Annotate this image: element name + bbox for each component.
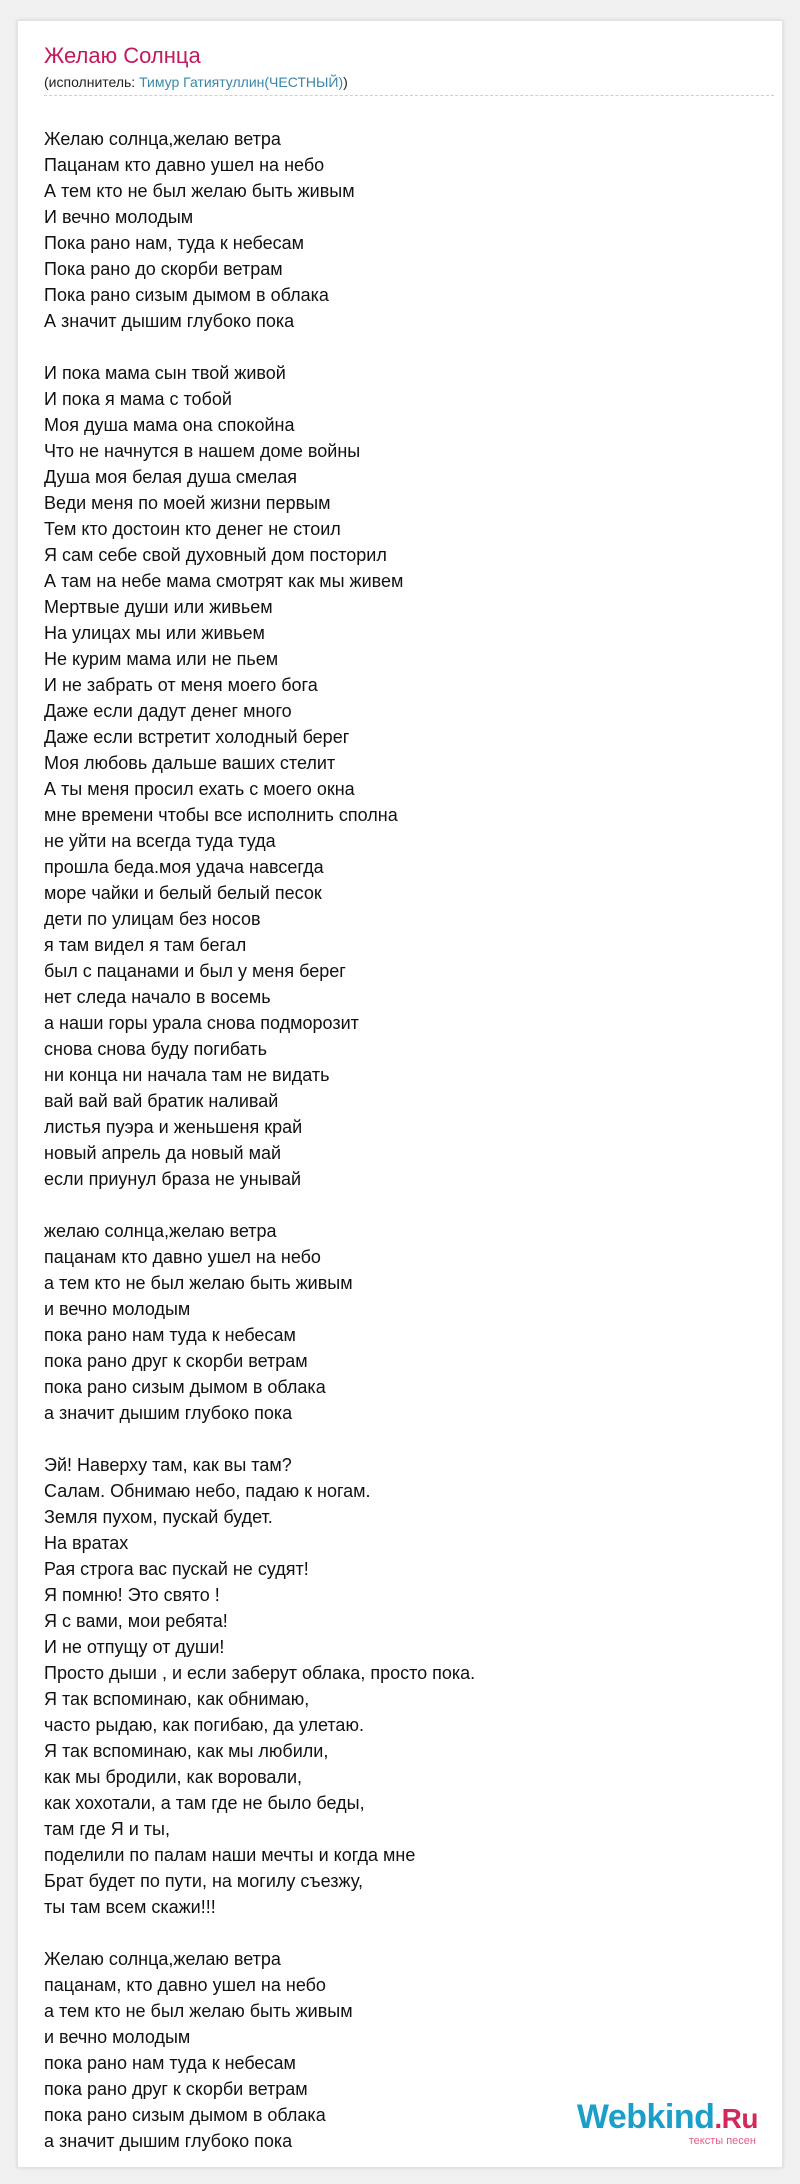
lyric-line: снова снова буду погибать xyxy=(44,1039,267,1059)
lyric-line: новый апрель да новый май xyxy=(44,1143,282,1163)
lyric-line: как мы бродили, как воровали, xyxy=(44,1767,303,1787)
lyric-line: А там на небе мама смотрят как мы живем xyxy=(44,571,404,591)
lyric-line: Пацанам кто давно ушел на небо xyxy=(44,155,325,175)
lyric-line: Желаю солнца,желаю ветра xyxy=(44,129,281,149)
lyric-line: Земля пухом, пускай будет. xyxy=(44,1507,273,1527)
lyric-line: А ты меня просил ехать с моего окна xyxy=(44,779,355,799)
lyric-line: желаю солнца,желаю ветра xyxy=(44,1221,277,1241)
lyric-line: Пока рано нам, туда к небесам xyxy=(44,233,305,253)
lyric-line: Душа моя белая душа смелая xyxy=(44,467,297,487)
lyric-line: там где Я и ты, xyxy=(44,1819,170,1839)
lyric-line: часто рыдаю, как погибаю, да улетаю. xyxy=(44,1715,364,1735)
lyric-line: И не забрать от меня моего бога xyxy=(44,675,318,695)
lyric-line: пока рано сизым дымом в облака xyxy=(44,1377,326,1397)
stanza-break xyxy=(44,1426,764,1452)
lyric-line: Я с вами, мои ребята! xyxy=(44,1611,228,1631)
lyric-line: пока рано нам туда к небесам xyxy=(44,2053,296,2073)
logo-wordmark xyxy=(577,2099,758,2137)
lyric-line: пока рано друг к скорби ветрам xyxy=(44,2079,308,2099)
lyric-line: пока рано друг к скорби ветрам xyxy=(44,1351,308,1371)
lyric-line: Даже если встретит холодный берег xyxy=(44,727,350,747)
lyric-line: а наши горы урала снова подморозит xyxy=(44,1013,359,1033)
artist-suffix: ) xyxy=(343,74,348,90)
lyric-line: На вратах xyxy=(44,1533,129,1553)
lyric-line: пацанам, кто давно ушел на небо xyxy=(44,1975,326,1995)
lyric-line: Моя любовь дальше ваших стелит xyxy=(44,753,336,773)
lyric-line: а тем кто не был желаю быть живым xyxy=(44,1273,353,1293)
lyric-line: а тем кто не был желаю быть живым xyxy=(44,2001,353,2021)
lyric-line: а значит дышим глубоко пока xyxy=(44,1403,293,1423)
lyric-line: Мертвые души или живьем xyxy=(44,597,273,617)
lyric-line: не уйти на всегда туда туда xyxy=(44,831,276,851)
song-title: Желаю Солнца xyxy=(44,43,201,68)
logo-main-text: Webkind xyxy=(576,2098,715,2136)
lyric-line: Моя душа мама она спокойна xyxy=(44,415,295,435)
lyric-line: И вечно молодым xyxy=(44,207,194,227)
artist-link[interactable]: Тимур Гатиятуллин(ЧЕСТНЫЙ) xyxy=(139,74,344,90)
lyric-line: а значит дышим глубоко пока xyxy=(44,2131,293,2151)
lyric-line: Рая строга вас пускай не судят! xyxy=(44,1559,309,1579)
lyric-line: На улицах мы или живьем xyxy=(44,623,265,643)
logo-tagline: тексты песен xyxy=(688,2135,756,2147)
logo-tld-text: .Ru xyxy=(714,2103,758,2134)
lyric-line: я там видел я там бегал xyxy=(44,935,247,955)
lyric-line: Даже если дадут денег много xyxy=(44,701,292,721)
lyric-line: Веди меня по моей жизни первым xyxy=(44,493,331,513)
lyric-line: Просто дыши , и если заберут облака, просто пока. xyxy=(44,1663,476,1683)
site-logo[interactable] xyxy=(577,2099,758,2147)
stanza-break xyxy=(44,334,764,360)
lyric-line: Салам. Обнимаю небо, падаю к ногам. xyxy=(44,1481,371,1501)
lyric-line: и вечно молодым xyxy=(44,2027,191,2047)
lyric-line: мне времени чтобы все исполнить сполна xyxy=(44,805,398,825)
stanza-break xyxy=(44,1920,764,1946)
lyrics-text xyxy=(44,126,764,2154)
lyric-line: прошла беда.моя удача навсегда xyxy=(44,857,324,877)
lyric-line: И пока мама сын твой живой xyxy=(44,363,286,383)
lyric-line: море чайки и белый белый песок xyxy=(44,883,322,903)
lyric-line: Пока рано до скорби ветрам xyxy=(44,259,283,279)
lyric-line: Я сам себе свой духовный дом посторил xyxy=(44,545,387,565)
lyric-line: как хохотали, а там где не было беды, xyxy=(44,1793,365,1813)
lyric-line: был с пацанами и был у меня берег xyxy=(44,961,346,981)
lyric-line: и вечно молодым xyxy=(44,1299,191,1319)
lyric-line: Что не начнутся в нашем доме войны xyxy=(44,441,361,461)
lyric-line: дети по улицам без носов xyxy=(44,909,261,929)
lyric-line: вай вай вай братик наливай xyxy=(44,1091,279,1111)
lyric-line: И пока я мама с тобой xyxy=(44,389,232,409)
lyric-line: листья пуэра и женьшеня край xyxy=(44,1117,303,1137)
lyric-line: Эй! Наверху там, как вы там? xyxy=(44,1455,292,1475)
artist-prefix: (исполнитель: xyxy=(44,74,140,90)
lyric-line: Не курим мама или не пьем xyxy=(44,649,279,669)
lyric-line: И не отпущу от души! xyxy=(44,1637,225,1657)
lyric-line: А значит дышим глубоко пока xyxy=(44,311,295,331)
lyric-line: Пока рано сизым дымом в облака xyxy=(44,285,329,305)
lyric-line: Желаю солнца,желаю ветра xyxy=(44,1949,281,1969)
stanza-break xyxy=(44,1192,764,1218)
lyric-line: А тем кто не был желаю быть живым xyxy=(44,181,355,201)
lyric-line: если приунул браза не унывай xyxy=(44,1169,302,1189)
lyric-line: Я так вспоминаю, как мы любили, xyxy=(44,1741,329,1761)
lyric-line: Я помню! Это свято ! xyxy=(44,1585,220,1605)
lyric-line: нет следа начало в восемь xyxy=(44,987,271,1007)
artist-line xyxy=(44,73,774,96)
lyric-line: Я так вспоминаю, как обнимаю, xyxy=(44,1689,310,1709)
lyric-line: Тем кто достоин кто денег не стоил xyxy=(44,519,341,539)
lyrics-card xyxy=(17,20,783,2168)
lyric-line: Брат будет по пути, на могилу съезжу, xyxy=(44,1871,363,1891)
lyric-line: пока рано нам туда к небесам xyxy=(44,1325,296,1345)
lyric-line: поделили по палам наши мечты и когда мне xyxy=(44,1845,416,1865)
lyric-line: ни конца ни начала там не видать xyxy=(44,1065,330,1085)
lyric-line: пока рано сизым дымом в облака xyxy=(44,2105,326,2125)
lyric-line: ты там всем скажи!!! xyxy=(44,1897,216,1917)
lyric-line: пацанам кто давно ушел на небо xyxy=(44,1247,321,1267)
